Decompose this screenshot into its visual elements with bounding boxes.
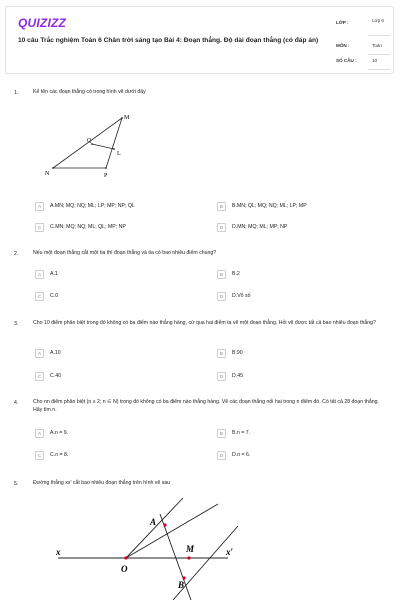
answer-option-d[interactable] [217,451,387,461]
class-label: LỚP : [336,20,349,25]
worksheet-header [5,6,394,74]
answer-option-a[interactable] [35,349,205,359]
quizizz-logo: QUIZIZZ [18,16,67,30]
answer-option-a[interactable] [35,270,205,280]
answer-option-b[interactable] [217,349,387,359]
figure-label-o: O [121,564,128,574]
question-text: Nếu một đoạn thẳng cắt một tia thì đoạn thẳng và tia có bao nhiêu điểm chung? [33,250,217,256]
answer-option-a[interactable] [35,202,205,212]
option-letter-box: D [217,372,226,381]
option-text: C.n = 8. [50,452,69,458]
option-text: B.90 [232,350,243,356]
divider [368,54,390,55]
subject-value: Toán [372,43,382,48]
option-text: D.MN; MQ; ML; MP; NP [232,224,288,230]
answer-option-d[interactable] [217,372,387,382]
answer-option-c[interactable] [35,372,205,382]
option-text: D.45 [232,373,243,379]
answer-option-c[interactable] [35,223,205,233]
divider [368,35,390,36]
option-text: C.40 [50,373,61,379]
line-intersection-figure [48,496,248,600]
option-letter-box: C [35,451,44,460]
figure-label-a: A [150,517,157,527]
class-value: Lớp 6 [372,18,384,23]
option-text: C.0 [50,293,59,299]
option-letter-box: A [35,429,44,438]
answer-option-b[interactable] [217,429,387,439]
answer-option-c[interactable] [35,451,205,461]
answer-option-c[interactable] [35,292,205,302]
question-number: 2. [14,251,19,257]
figure-label-x: x [56,547,61,557]
option-text: C.MN; MQ; NQ; ML; QL; MP; NP [50,224,126,230]
question-text: Cho 10 điểm phân biệt trong đó không có ba điểm nào thẳng hàng, cứ qua hai điểm ta vẽ một đoạn thẳng. Hỏi vẽ được tất cả bao nhiêu đoạn thẳng? [33,320,376,326]
option-letter-box: B [217,270,226,279]
option-letter-box: D [217,451,226,460]
figure-label-m: M [124,115,130,121]
divider [368,69,390,70]
answer-option-b[interactable] [217,270,387,280]
question-count-label: SỐ CÂU : [336,58,357,63]
option-text: D.Vô số [232,293,251,299]
answer-option-d[interactable] [217,223,387,233]
figure-label-n: N [45,171,50,177]
option-text: B.n = 7. [232,430,251,436]
option-letter-box: C [35,372,44,381]
figure-label-x-prime: x′ [226,547,234,557]
question-number: 5. [14,481,19,487]
option-text: B.MN; QL; MQ; NQ; ML; LP; MP [232,203,307,209]
option-text: D.n = 6. [232,452,251,458]
option-letter-box: C [35,223,44,232]
subject-label: MÔN : [336,43,350,48]
question-number: 4. [14,400,19,406]
option-letter-box: C [35,292,44,301]
question-count-value: 10 [372,58,378,63]
option-letter-box: B [217,349,226,358]
option-text: A.n = 9. [50,430,69,436]
figure-label-b: B [178,580,185,590]
option-letter-box: A [35,202,44,211]
option-letter-box: B [217,202,226,211]
figure-label-p: P [104,173,108,179]
option-letter-box: D [217,223,226,232]
answer-option-a[interactable] [35,429,205,439]
figure-label-q: Q [87,138,92,144]
figure-label-m: M [186,544,195,554]
question-number: 1. [14,90,19,96]
option-letter-box: D [217,292,226,301]
question-text: Cho nn điểm phân biệt (n ≥ 2; n ∈ N) trong đó không có ba điểm nào thẳng hàng. Vẽ các đoạn thẳng nối hai trong n điểm đó. Có tất cả 28 đoạn thẳng. Hãy tìm n. [33,399,379,413]
option-text: A.10 [50,350,61,356]
option-text: B.2 [232,271,240,277]
page-title: 10 câu Trắc nghiệm Toán 6 Chân trời sáng tạo Bài 4: Đoạn thẳng. Độ dài đoạn thẳng (có đáp án) [18,37,319,44]
question-text: Kể tên các đoạn thẳng có trong hình vẽ dưới đây [33,89,146,95]
option-text: A.MN; MQ; NQ; ML; LP; MP; NP; QL [50,203,135,209]
answer-option-d[interactable] [217,292,387,302]
option-text: A.1 [50,271,58,277]
option-letter-box: A [35,349,44,358]
figure-label-l: L [117,151,121,157]
question-text: Đường thẳng xx' cắt bao nhiêu đoạn thẳng trên hình vẽ sau [33,480,171,486]
answer-option-b[interactable] [217,202,387,212]
option-letter-box: B [217,429,226,438]
triangle-figure [36,110,136,182]
question-number: 3. [14,321,19,327]
option-letter-box: A [35,270,44,279]
